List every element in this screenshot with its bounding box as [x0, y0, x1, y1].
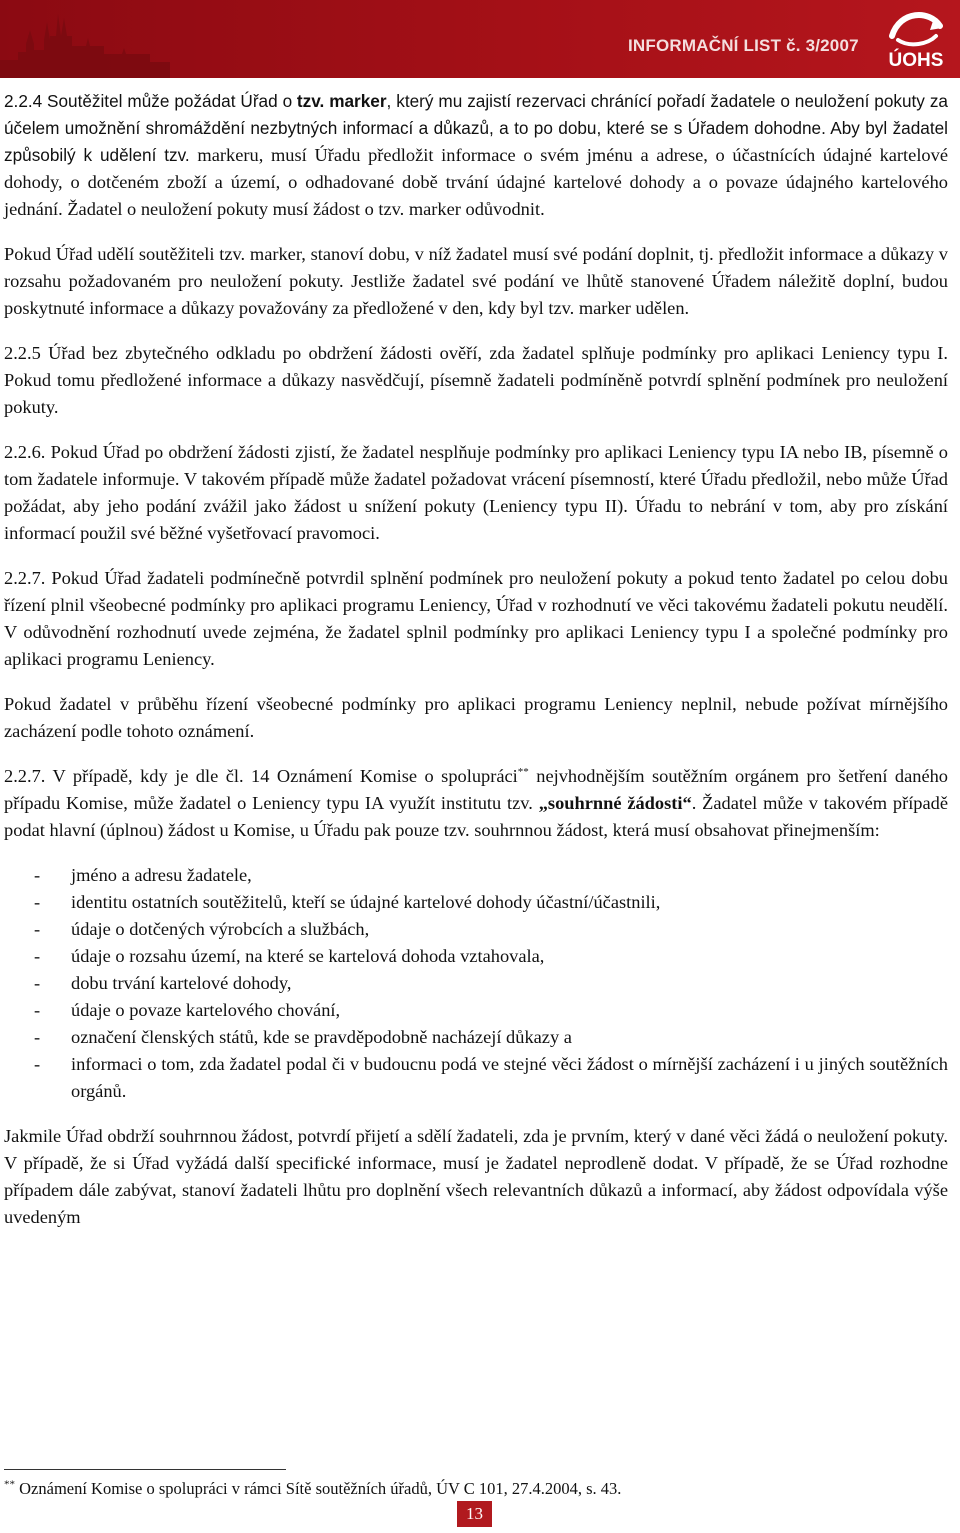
list-item: - údaje o dotčených výrobcích a službách, [4, 916, 948, 943]
page-header [0, 0, 960, 78]
list-item: - dobu trvání kartelové dohody, [4, 970, 948, 997]
paragraph-jakmile: Jakmile Úřad obdrží souhrnnou žádost, potvrdí přijetí a sdělí žadateli, zda je prvním, který v dané věci žádá o neuložení pokuty. V případě, že si Úřad vyžádá další specifické informace, musí je žadatel neprodleně dodat. V případě, že se Úřad rozhodne případem dále zabývat, stanoví žadateli lhůtu pro doplnění všech relevantních důkazů a informací, aby žádost odpovídala výše uvedeným [4, 1126, 948, 1227]
list-dash: - [34, 1054, 41, 1074]
footnote-reference: ** [517, 765, 529, 778]
list-item: - informaci o tom, zda žadatel podal či v budoucnu podá ve stejné věci žádost o mírnější zacházení i u jiných soutěžních orgánů. [4, 1051, 948, 1105]
header-title: INFORMAČNÍ LIST č. 3/2007 [628, 36, 859, 55]
list-item: - označení členských států, kde se pravděpodobně nacházejí důkazy a [4, 1024, 948, 1051]
logo-text: ÚOHS [888, 50, 944, 71]
section-2-2-7-a: 2.2.7. Pokud Úřad žadateli podmínečně potvrdil splnění podmínek pro neuložení pokuty a pokud tento žadatel po celou dobu řízení plnil všeobecné podmínky pro aplikaci programu Leniency, Úřad v rozhodnutí ve věci takovému žadateli pokutu neudělí. V odůvodnění rozhodnutí uvede zejména, že žadatel splnil podmínky pro aplikaci Leniency typu I a společné podmínky pro aplikaci programu Leniency. [4, 568, 948, 669]
summary-application-list [4, 862, 948, 1105]
footnote-text: Oznámení Komise o spolupráci v rámci Sítě soutěžních úřadů, ÚV C 101, 27.4.2004, s. 43. [19, 1479, 622, 1498]
paragraph-marker: Pokud Úřad udělí soutěžiteli tzv. marker, stanoví dobu, v níž žadatel musí své podání doplnit, tj. předložit informace a důkazy v rozsahu požadovaném pro neuložení pokuty. Jestliže žadatel své podání ve lhůtě stanovené Úřadem náležitě doplní, budou poskytnuté informace a důkazy považovány za předložené v den, kdy byl tzv. marker udělen. [4, 244, 948, 318]
list-dash: - [34, 973, 41, 993]
list-dash: - [34, 919, 41, 939]
page-number: 13 [457, 1501, 492, 1527]
list-item: - údaje o rozsahu území, na které se kartelová dohoda vztahovala, [4, 943, 948, 970]
paragraph-neplnil: Pokud žadatel v průběhu řízení všeobecné podmínky pro aplikaci programu Leniency neplnil, nebude požívat mírnějšího zacházení podle tohoto oznámení. [4, 694, 948, 741]
list-item: - identitu ostatních soutěžitelů, kteří se údajné kartelové dohody účastní/účastnili, [4, 889, 948, 916]
section-2-2-7-b: 2.2.7. V případě, kdy je dle čl. 14 Oznámení Komise o spolupráci** nejvhodnějším soutěžním orgánem pro šetření daného případu Komise, může žadatel o Leniency typu IA využít institutu tzv. „souhrnné žádosti“. Žadatel může v takovém případě podat hlavní (úplnou) žádost u Komise, u Úřadu pak pouze tzv. souhrnnou žádost, která musí obsahovat přinejmenším: [4, 765, 949, 840]
footnote-marker: ** [4, 1478, 15, 1491]
prague-castle-skyline-icon [0, 0, 170, 78]
section-2-2-6: 2.2.6. Pokud Úřad po obdržení žádosti zjistí, že žadatel nesplňuje podmínky pro aplikaci Leniency typu IA nebo IB, písemně o tom žadatele informuje. V takovém případě může žadatel požadovat vrácení písemností, které Úřadu předložil, nebo může Úřad požádat, aby jeho podání zvážil jako žádost u snížení pokuty (Leniency typu II). Úřadu to nebrání v tom, aby pro získání informací použil své běžné vyšetřovací pravomoci. [4, 442, 948, 543]
document-body [4, 88, 948, 1231]
uohs-logo [880, 6, 952, 76]
list-item: - jméno a adresu žadatele, [4, 862, 948, 889]
section-number: 2.2.4 [4, 91, 43, 111]
section-2-2-4: 2.2.4 Soutěžitel může požádat Úřad o tzv. marker, který mu zajistí rezervaci chránící pořadí žadatele o neuložení pokuty za účelem umožnění shromáždění nezbytných informací a důkazů, a to po dobu, které se s Úřadem dohodne. Aby byl žadatel způsobilý k udělení tzv. markeru, musí Úřadu předložit informace o svém jménu a adrese, o účastnících údajné kartelové dohody, o dotčeném zboží a území, o odhadované době trvání údajné kartelové dohody a o povaze údajného kartelového jednání. Žadatel o neuložení pokuty musí žádost o tzv. marker odůvodnit. [4, 91, 948, 219]
footnote-separator [4, 1469, 286, 1470]
footnote [4, 1478, 944, 1500]
list-dash: - [34, 865, 41, 885]
list-item: - údaje o povaze kartelového chování, [4, 997, 948, 1024]
uohs-emblem-icon [886, 6, 946, 48]
list-dash: - [34, 1027, 41, 1047]
list-dash: - [34, 946, 41, 966]
list-dash: - [34, 892, 41, 912]
list-dash: - [34, 1000, 41, 1020]
section-2-2-5: 2.2.5 Úřad bez zbytečného odkladu po obdržení žádosti ověří, zda žadatel splňuje podmínky pro aplikaci Leniency typu I. Pokud tomu předložené informace a důkazy nasvědčují, písemně žadateli podmíněně potvrdí splnění podmínek pro neuložení pokuty. [4, 343, 948, 417]
